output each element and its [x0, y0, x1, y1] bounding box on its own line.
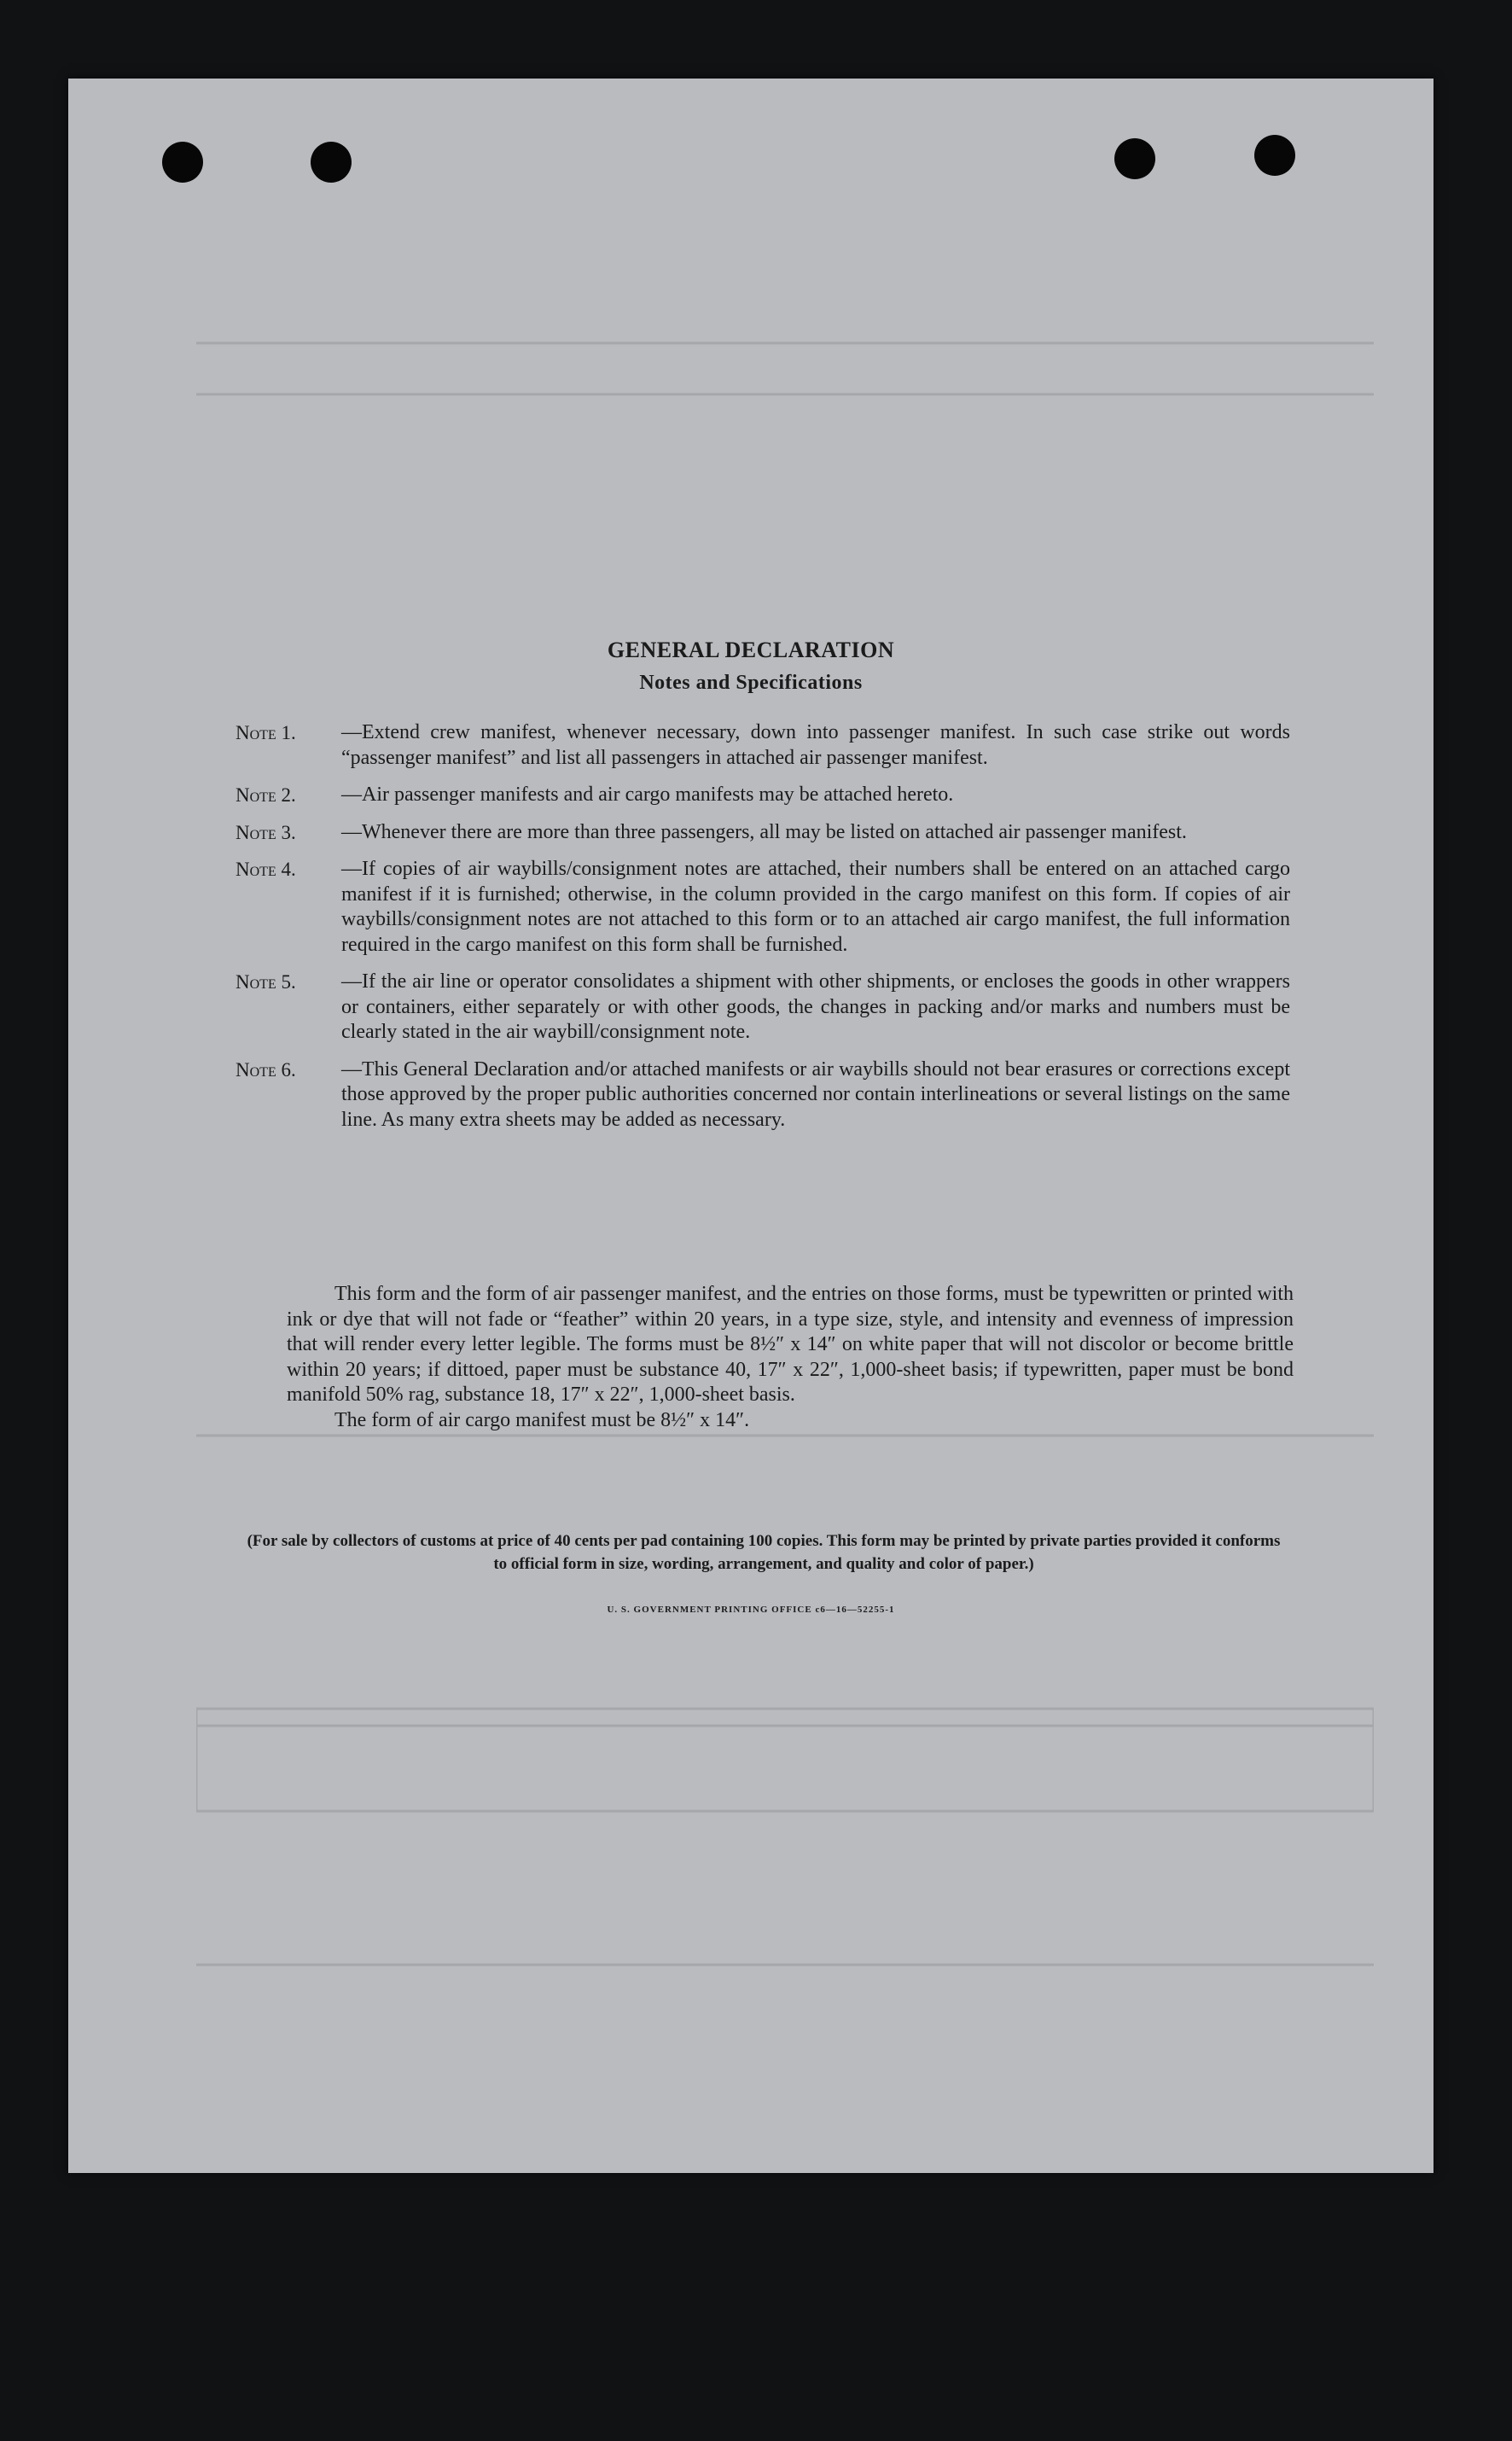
- form-title: GENERAL DECLARATION: [607, 638, 895, 662]
- note-text: —Air passenger manifests and air cargo manifests may be attached hereto.: [341, 784, 954, 806]
- punch-hole-4: [1254, 135, 1295, 176]
- note-label: Note 5.: [236, 971, 296, 993]
- note-6: [236, 1057, 1290, 1133]
- cargo-manifest-spec: The form of air cargo manifest must be 8½″ x 14″.: [334, 1408, 750, 1431]
- notes-list: [236, 720, 1290, 1145]
- note-4: [236, 857, 1290, 958]
- note-2: [236, 783, 1290, 808]
- punch-hole-3: [1114, 138, 1155, 179]
- note-5: [236, 970, 1290, 1046]
- note-text: —Extend crew manifest, whenever necessary, down into passenger manifest. In such case strike out words “passenger manifest” and list all passengers in attached air passenger manifest.: [341, 721, 1290, 769]
- specifications-paragraph: [287, 1282, 1294, 1433]
- note-label: Note 1.: [236, 722, 296, 743]
- note-label: Note 2.: [236, 784, 296, 806]
- punch-hole-2: [311, 142, 352, 183]
- form-subtitle: Notes and Specifications: [639, 672, 863, 694]
- document-page: [68, 79, 1433, 2173]
- printing-office-line: U. S. GOVERNMENT PRINTING OFFICE c6—16—52255-1: [607, 1605, 895, 1615]
- paper-spec-text: This form and the form of air passenger manifest, and the entries on those forms, must be typewritten or printed with ink or dye that will not fade or “feather” within 20 years, in a type size, style, and intensity and evenness of impression that will render every letter legible. The forms must be 8½″ x 14″ on white paper that will not discolor or become brittle within 20 years; if dittoed, paper must be substance 40, 17″ x 22″, 1,000-sheet basis; if typewritten, paper must be bond manifold 50% rag, substance 18, 17″ x 22″, 1,000-sheet basis.: [287, 1283, 1294, 1406]
- note-text: —If copies of air waybills/consignment notes are attached, their numbers shall be entered on an attached cargo manifest if it is furnished; otherwise, in the column provided in the cargo manifest on this form. If copies of air waybills/consignment notes are not attached to this form or to an attached air cargo manifest, the full information required in the cargo manifest on this form shall be furnished.: [341, 858, 1290, 956]
- note-text: —If the air line or operator consolidates a shipment with other shipments, or encloses the goods in other wrappers or containers, either separately or with other goods, the changes in packing and/or marks and numbers must be clearly stated in the air waybill/consignment note.: [341, 970, 1290, 1043]
- sale-notice: (For sale by collectors of customs at price of 40 cents per pad containing 100 copies. This form may be printed by private parties provided it conforms to official form in size, wording, arrangement, and quality and color of paper.): [247, 1532, 1281, 1573]
- note-3: [236, 820, 1290, 846]
- note-text: —Whenever there are more than three passengers, all may be listed on attached air passenger manifest.: [341, 820, 1187, 843]
- note-label: Note 4.: [236, 859, 296, 880]
- note-1: [236, 720, 1290, 771]
- note-label: Note 3.: [236, 821, 296, 843]
- note-label: Note 6.: [236, 1058, 296, 1081]
- punch-hole-1: [162, 142, 203, 183]
- note-text: —This General Declaration and/or attached manifests or air waybills should not bear erasures or corrections except those approved by the proper public authorities concerned nor contain interlineations or several listings on the same line. As many extra sheets may be added as necessary.: [341, 1057, 1290, 1131]
